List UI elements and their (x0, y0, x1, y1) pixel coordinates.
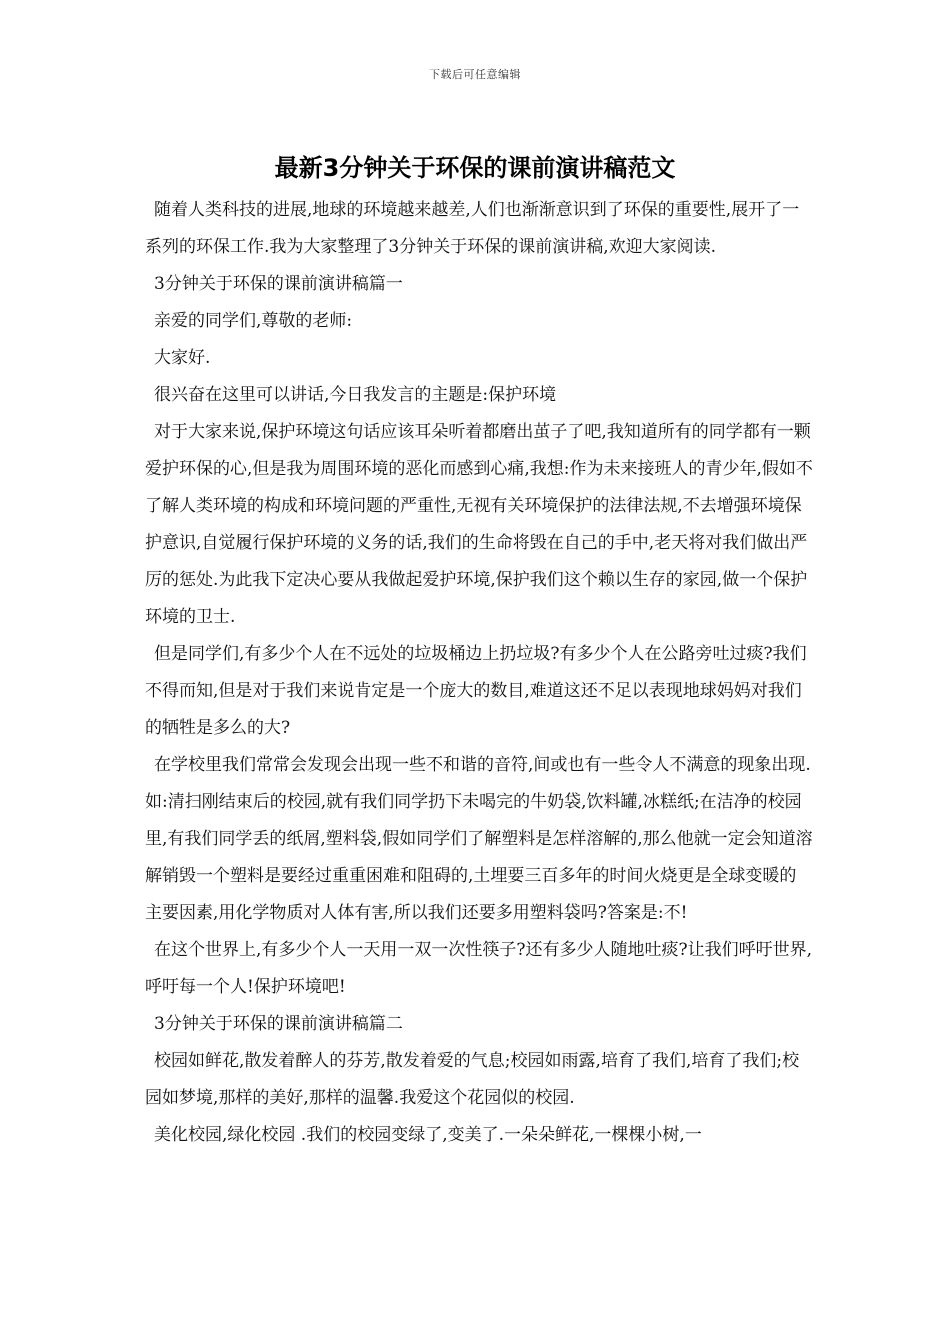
document-body (145, 192, 813, 1154)
body-paragraph: 美化校园,绿化校园 .我们的校园变绿了,变美了.一朵朵鲜花,一棵棵小树,一 (154, 1125, 702, 1145)
header-note: 下载后可任意编辑 (429, 68, 521, 81)
body-paragraph: 但是同学们,有多少个人在不远处的垃圾桶边上扔垃圾?有多少个人在公路旁吐过痰?我们不得而知,但是对于我们来说肯定是一个庞大的数目,难道这还不足以表现地球妈妈对我们的牺牲是多么的大? (145, 644, 807, 738)
body-paragraph: 很兴奋在这里可以讲话,今日我发言的主题是:保护环境 (154, 385, 557, 405)
body-paragraph: 对于大家来说,保护环境这句话应该耳朵听着都磨出茧子了吧,我知道所有的同学都有一颗爱护环保的心,但是我为周围环境的恶化而感到心痛,我想:作为未来接班人的青少年,假如不了解人类环境的构成和环境问题的严重性,无视有关环境保护的法律法规,不去增强环境保护意识,自觉履行保护环境的义务的话,我们的生命将毁在自己的手中,老天将对我们做出严厉的惩处.为此我下定决心要从我做起爱护环境,保护我们这个赖以生存的家园,做一个保护环境的卫士. (145, 422, 813, 627)
greeting: 大家好. (154, 348, 211, 368)
section-heading-2: 3分钟关于环保的课前演讲稿篇二 (154, 1014, 403, 1034)
intro-paragraph: 随着人类科技的进展,地球的环境越来越差,人们也渐渐意识到了环保的重要性,展开了一系列的环保工作.我为大家整理了3分钟关于环保的课前演讲稿,欢迎大家阅读. (145, 200, 800, 257)
body-paragraph: 在学校里我们常常会发现会出现一些不和谐的音符,间或也有一些令人不满意的现象出现.如:清扫刚结束后的校园,就有我们同学扔下未喝完的牛奶袋,饮料罐,冰糕纸;在洁净的校园里,有我们同学丢的纸屑,塑料袋,假如同学们了解塑料是怎样溶解的,那么他就一定会知道溶解销毁一个塑料是要经过重重困难和阻碍的,土埋要三百多年的时间火烧更是全球变暖的主要因素,用化学物质对人体有害,所以我们还要多用塑料袋吗?答案是:不! (145, 755, 813, 923)
salutation: 亲爱的同学们,尊敬的老师: (154, 311, 353, 331)
document-title: 最新3分钟关于环保的课前演讲稿范文 (274, 154, 676, 182)
body-paragraph: 校园如鲜花,散发着醉人的芬芳,散发着爱的气息;校园如雨露,培育了我们,培育了我们;校园如梦境,那样的美好,那样的温馨.我爱这个花园似的校园. (145, 1051, 800, 1108)
section-heading-1: 3分钟关于环保的课前演讲稿篇一 (154, 274, 403, 294)
body-paragraph: 在这个世界上,有多少个人一天用一双一次性筷子?还有多少人随地吐痰?让我们呼吁世界,呼吁每一个人!保护环境吧! (145, 940, 813, 997)
